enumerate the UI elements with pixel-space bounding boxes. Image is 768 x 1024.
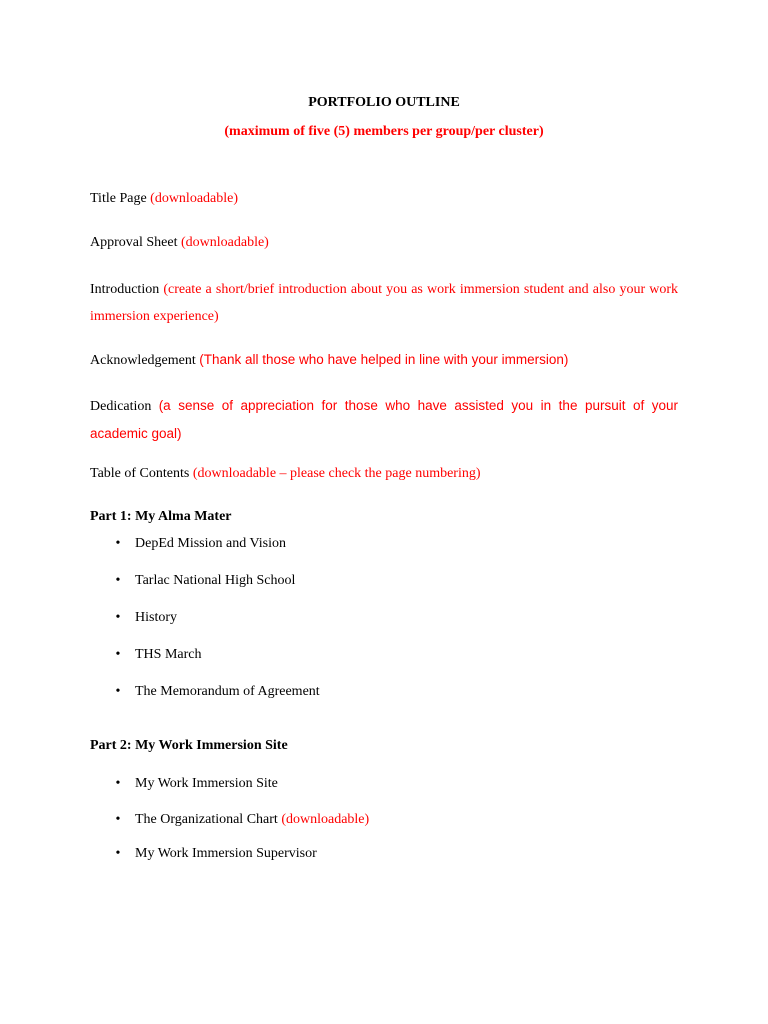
bullet-icon: • (115, 610, 121, 625)
section-note: (downloadable) (150, 191, 239, 206)
list-item-note: (downloadable) (281, 812, 370, 827)
list-item-text: The Memorandum of Agreement (135, 684, 320, 699)
list-item-text (135, 775, 278, 793)
section-note: (downloadable) (180, 235, 269, 250)
list-item-label: My Work Immersion Site (135, 776, 278, 791)
part2-heading: Part 2: My Work Immersion Site (90, 738, 288, 753)
part1-heading: Part 1: My Alma Mater (90, 509, 232, 524)
section-label: Dedication (90, 399, 152, 414)
section-title-page (90, 190, 238, 208)
bullet-icon: • (115, 573, 121, 588)
section-acknowledgement (90, 351, 568, 370)
section-table-of-contents (90, 465, 481, 483)
section-dedication (90, 392, 678, 448)
section-note: (create a short/brief introduction about you as work immersion student and also your work immersion experience) (90, 282, 678, 324)
list-item-label: The Organizational Chart (135, 812, 278, 827)
bullet-icon: • (115, 684, 121, 699)
list-item-text: DepEd Mission and Vision (135, 536, 286, 551)
section-label: Table of Contents (90, 466, 190, 481)
list-item-text: Tarlac National High School (135, 573, 296, 588)
list-item-text: History (135, 610, 177, 625)
section-note: (downloadable – please check the page numbering) (192, 466, 481, 481)
section-approval-sheet (90, 234, 269, 252)
list-item-text (135, 811, 369, 829)
bullet-icon: • (115, 536, 121, 551)
section-label: Introduction (90, 282, 160, 297)
section-note: (Thank all those who have helped in line with your immersion) (199, 352, 569, 367)
list-item-label: My Work Immersion Supervisor (135, 846, 317, 861)
section-note: (a sense of appreciation for those who have assisted you in the pursuit of your academic goal) (90, 398, 679, 441)
section-label: Acknowledgement (90, 353, 196, 368)
bullet-icon: • (115, 846, 121, 861)
bullet-icon: • (115, 647, 121, 662)
document-title: PORTFOLIO OUTLINE (308, 95, 460, 110)
section-label: Title Page (90, 191, 147, 206)
document-subtitle: (maximum of five (5) members per group/per cluster) (224, 124, 544, 139)
list-item-text: THS March (135, 647, 202, 662)
list-item-text (135, 845, 317, 863)
section-label: Approval Sheet (90, 235, 178, 250)
bullet-icon: • (115, 776, 121, 791)
section-introduction (90, 276, 678, 330)
bullet-icon: • (115, 812, 121, 827)
